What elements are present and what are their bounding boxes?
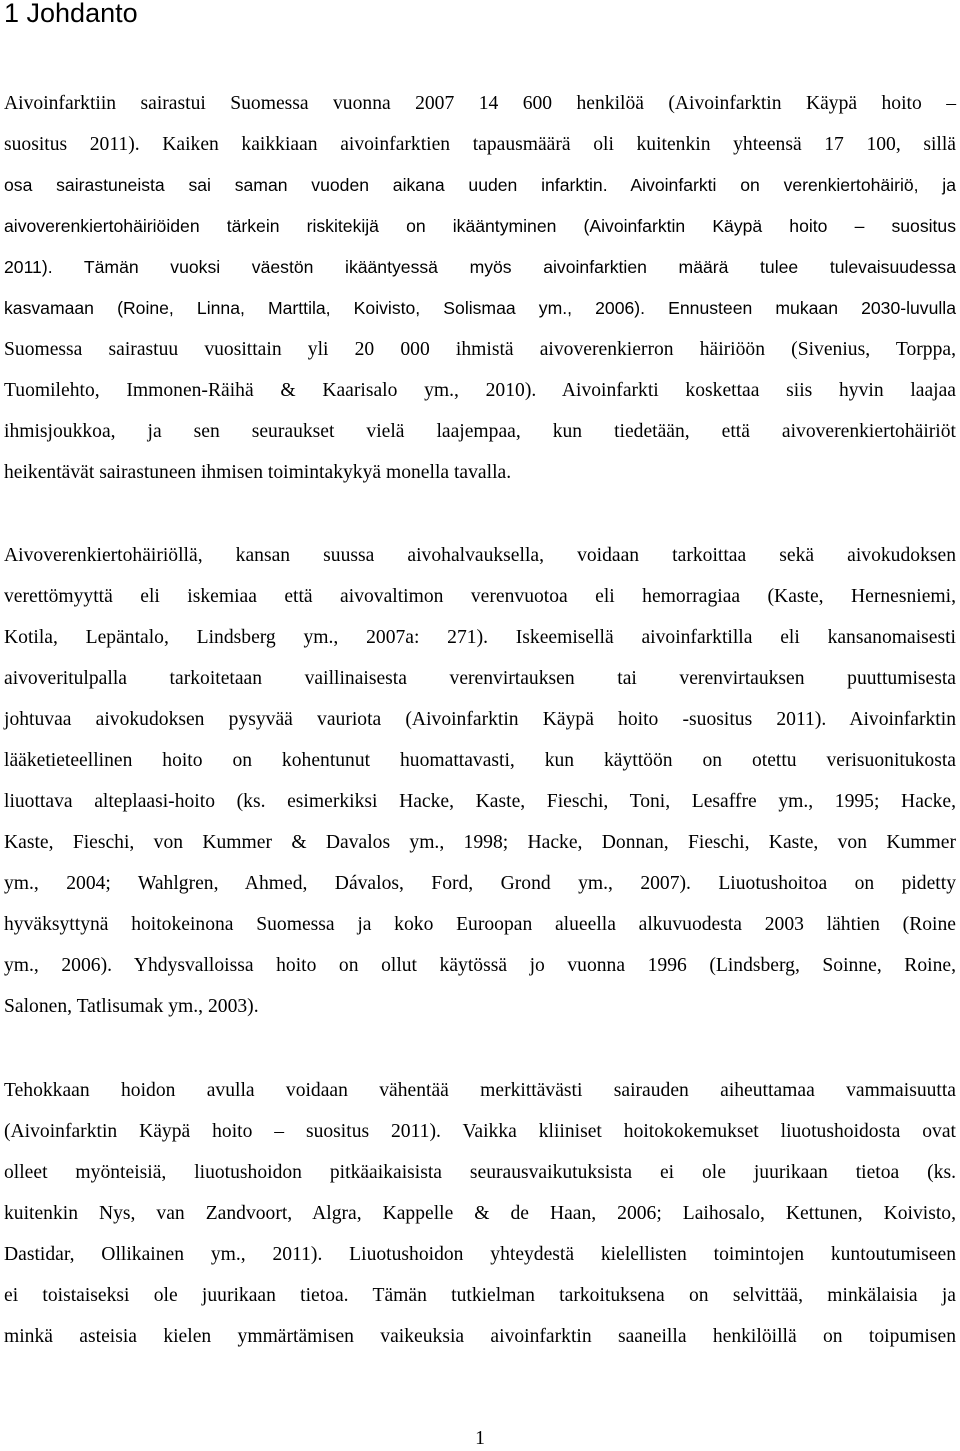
paragraph-line: Aivoverenkiertohäiriöllä, kansan suussa aivohalvauksella, voidaan tarkoittaa sekä aivokudoksen	[4, 545, 956, 566]
paragraph-line: kuitenkin Nys, van Zandvoort, Algra, Kappelle & de Haan, 2006; Laihosalo, Kettunen, Koivisto,	[4, 1203, 956, 1224]
paragraph-line: lääketieteellinen hoito on kohentunut huomattavasti, kun käyttöön on otettu verisuonitukosta	[4, 750, 956, 771]
chapter-heading: 1 Johdanto	[4, 0, 138, 28]
paragraph-line: liuottava alteplaasi-hoito (ks. esimerkiksi Hacke, Kaste, Fieschi, Toni, Lesaffre ym., 1995; Hacke,	[4, 791, 956, 812]
paragraph-line: ihmisjoukkoa, ja sen seuraukset vielä laajempaa, kun tiedetään, että aivoverenkiertohäiriöt	[4, 421, 956, 442]
paragraph-line: aivoveritulpalla tarkoitetaan vaillinaisesta verenvirtauksen tai verenvirtauksen puuttumisesta	[4, 668, 956, 689]
paragraph-line: minkä asteisia kielen ymmärtämisen vaikeuksia aivoinfarktin saaneilla henkilöillä on toipumisen	[4, 1326, 956, 1347]
paragraph-line: kasvamaan (Roine, Linna, Marttila, Koivisto, Solismaa ym., 2006). Ennusteen mukaan 2030-luvulla	[4, 298, 956, 318]
paragraph-line: Salonen, Tatlisumak ym., 2003).	[4, 996, 259, 1017]
paragraph-2	[4, 535, 956, 1027]
paragraph-line: Kaste, Fieschi, von Kummer & Davalos ym., 1998; Hacke, Donnan, Fieschi, Kaste, von Kummer	[4, 832, 956, 853]
paragraph-line: osa sairastuneista sai saman vuoden aikana uuden infarktin. Aivoinfarkti on verenkiertohäiriö, ja	[4, 175, 956, 195]
paragraph-line: suositus 2011). Kaiken kaikkiaan aivoinfarktien tapausmäärä oli kuitenkin yhteensä 17 100, sillä	[4, 134, 956, 155]
paragraph-line: 2011). Tämän vuoksi väestön ikääntyessä myös aivoinfarktien määrä tulee tulevaisuudessa	[4, 257, 956, 277]
paragraph-3	[4, 1070, 956, 1357]
paragraph-line: ym., 2004; Wahlgren, Ahmed, Dávalos, Ford, Grond ym., 2007). Liuotushoitoa on pidetty	[4, 873, 956, 894]
paragraph-line: verettömyyttä eli iskemiaa että aivovaltimon verenvuotoa eli hemorragiaa (Kaste, Hernesniemi,	[4, 586, 956, 607]
paragraph-line: olleet myönteisiä, liuotushoidon pitkäaikaisista seurausvaikutuksista ei ole juurikaan tietoa (ks.	[4, 1162, 956, 1183]
paragraph-line: Kotila, Lepäntalo, Lindsberg ym., 2007a: 271). Iskeemisellä aivoinfarktilla eli kansanomaisesti	[4, 627, 956, 648]
paragraph-line: heikentävät sairastuneen ihmisen toimintakykyä monella tavalla.	[4, 462, 512, 483]
paragraph-line: Aivoinfarktiin sairastui Suomessa vuonna 2007 14 600 henkilöä (Aivoinfarktin Käypä hoito –	[4, 93, 956, 114]
paragraph-line: ym., 2006). Yhdysvalloissa hoito on ollut käytössä jo vuonna 1996 (Lindsberg, Soinne, Roine,	[4, 955, 956, 976]
paragraph-line: aivoverenkiertohäiriöiden tärkein riskitekijä on ikääntyminen (Aivoinfarktin Käypä hoito – suositus	[4, 216, 956, 236]
paragraph-line: Tehokkaan hoidon avulla voidaan vähentää merkittävästi sairauden aiheuttamaa vammaisuutta	[4, 1080, 956, 1101]
paragraph-1	[4, 83, 956, 493]
paragraph-line: johtuvaa aivokudoksen pysyvää vauriota (Aivoinfarktin Käypä hoito -suositus 2011). Aivoinfarktin	[4, 709, 956, 730]
paragraph-line: Dastidar, Ollikainen ym., 2011). Liuotushoidon yhteydestä kielellisten toimintojen kuntoutumiseen	[4, 1244, 956, 1265]
paragraph-line: Suomessa sairastuu vuosittain yli 20 000 ihmistä aivoverenkierron häiriöön (Sivenius, Torppa,	[4, 339, 956, 360]
paragraph-line: Tuomilehto, Immonen-Räihä & Kaarisalo ym., 2010). Aivoinfarkti koskettaa siis hyvin laajaa	[4, 380, 956, 401]
paragraph-line: ei toistaiseksi ole juurikaan tietoa. Tämän tutkielman tarkoituksena on selvittää, minkälaisia ja	[4, 1285, 956, 1306]
paragraph-line: (Aivoinfarktin Käypä hoito – suositus 2011). Vaikka kliiniset hoitokokemukset liuotushoidosta ovat	[4, 1121, 956, 1142]
paragraph-line: hyväksyttynä hoitokeinona Suomessa ja koko Euroopan alueella alkuvuodesta 2003 lähtien (Roine	[4, 914, 956, 935]
page-number: 1	[475, 1428, 485, 1449]
